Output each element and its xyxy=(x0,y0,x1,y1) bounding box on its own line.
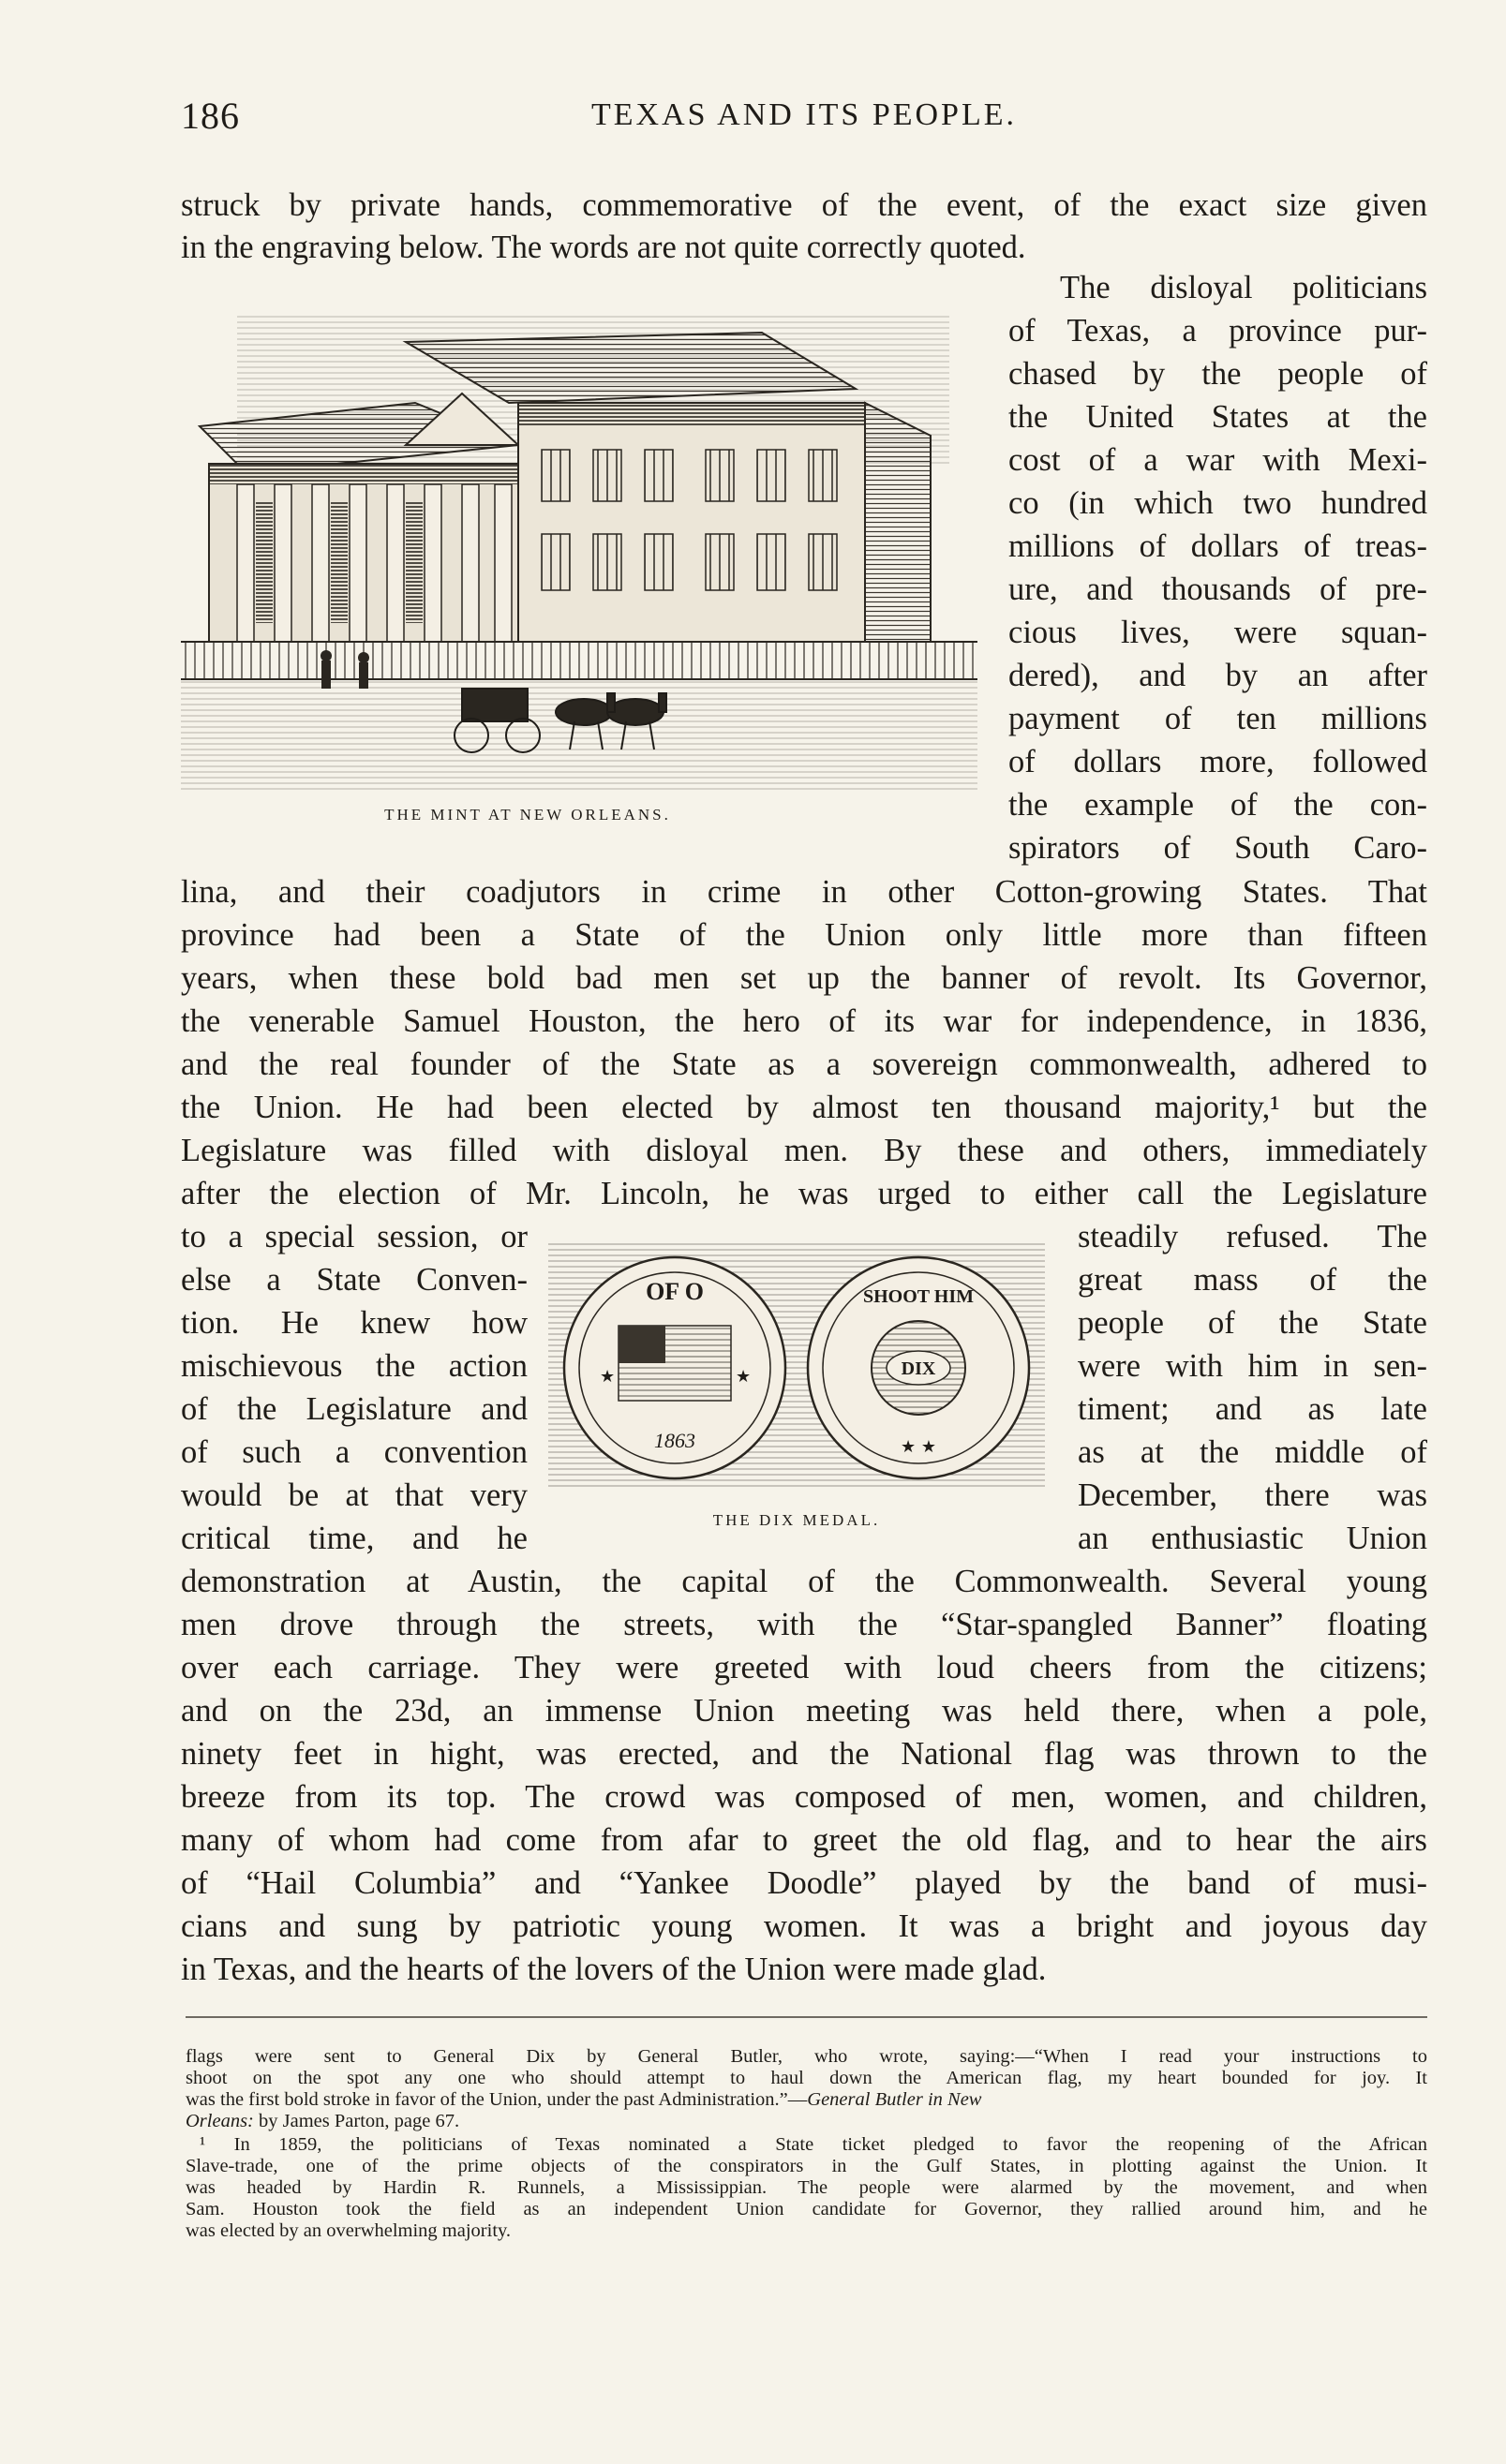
body-line: December, there was xyxy=(1078,1477,1427,1513)
body-line: after the election of Mr. Lincoln, he was urged to either call the Legislature xyxy=(181,1176,1427,1211)
medal-obverse xyxy=(564,1257,785,1478)
body-line: critical time, and he xyxy=(181,1521,528,1556)
body-line: men drove through the streets, with the “Star-spangled Banner” floating xyxy=(181,1607,1427,1642)
body-line: ure, and thousands of pre- xyxy=(1008,571,1427,607)
body-line: people of the State xyxy=(1078,1305,1427,1341)
body-line: of dollars more, followed xyxy=(1008,744,1427,779)
body-line: of such a convention xyxy=(181,1434,528,1470)
footnote-source-italic: Orleans: xyxy=(186,2111,254,2131)
body-line: dered), and by an after xyxy=(1008,658,1427,693)
mint-caption: THE MINT AT NEW ORLEANS. xyxy=(384,806,671,824)
body-line: cost of a war with Mexi- xyxy=(1008,442,1427,478)
body-line: payment of ten millions xyxy=(1008,701,1427,736)
footnote-line: Slave-trade, one of the prime objects of the conspirators in the Gulf States, in plotting against the Union. It xyxy=(186,2156,1427,2176)
body-line: timent; and as late xyxy=(1078,1391,1427,1427)
body-line: province had been a State of the Union only little more than fifteen xyxy=(181,917,1427,953)
running-head: TEXAS AND ITS PEOPLE. xyxy=(590,97,1018,132)
body-line: in Texas, and the hearts of the lovers of the Union were made glad. xyxy=(181,1952,1047,1987)
medal-reverse-center: DIX xyxy=(901,1358,936,1379)
body-line: an enthusiastic Union xyxy=(1078,1521,1427,1556)
svg-text:★: ★ xyxy=(600,1367,616,1387)
dix-medal-illustration xyxy=(544,1241,1050,1494)
svg-text:★: ★ xyxy=(736,1367,752,1387)
body-line: chased by the people of xyxy=(1008,356,1427,392)
body-line: the venerable Samuel Houston, the hero of its war for independence, in 1836, xyxy=(181,1003,1427,1039)
footnote-line: flags were sent to General Dix by General Butler, who wrote, saying:—“When I read your instructions to xyxy=(186,2046,1427,2067)
footnote-line: Sam. Houston took the field as an independent Union candidate for Governor, they rallied around him, and he xyxy=(186,2199,1427,2219)
medal-caption: THE DIX MEDAL. xyxy=(712,1511,881,1529)
mint-engraving xyxy=(181,314,977,824)
footnote-line: shoot on the spot any one who should attempt to haul down the American flag, my heart bounded for joy. It xyxy=(186,2068,1427,2088)
footnote-line: was elected by an overwhelming majority. xyxy=(186,2220,512,2241)
body-line: lina, and their coadjutors in crime in other Cotton-growing States. That xyxy=(181,874,1427,910)
body-line: many of whom had come from afar to greet the old flag, and to hear the airs xyxy=(181,1822,1427,1858)
body-line: of “Hail Columbia” and “Yankee Doodle” played by the band of musi- xyxy=(181,1865,1427,1901)
body-line: were with him in sen- xyxy=(1078,1348,1427,1384)
dix-medal-figure xyxy=(544,1241,1050,1529)
body-line: to a special session, or xyxy=(181,1219,528,1254)
mint-building-illustration xyxy=(181,314,977,801)
footnote-line: was headed by Hardin R. Runnels, a Mississippian. The people were alarmed by the movement, and when xyxy=(186,2177,1427,2198)
page-header xyxy=(181,94,1427,150)
body-line: cious lives, were squan- xyxy=(1008,615,1427,650)
body-line: over each carriage. They were greeted with loud cheers from the citizens; xyxy=(181,1650,1427,1685)
footnote-line xyxy=(186,2089,1427,2111)
footnote-line-text: was the first bold stroke in favor of the Union, under the past Administration.”— xyxy=(186,2089,808,2110)
medal-obverse-year: 1863 xyxy=(654,1429,695,1452)
body-line: tion. He knew how xyxy=(181,1305,528,1341)
body-line: struck by private hands, commemorative of the event, of the exact size given xyxy=(181,187,1427,223)
body-line: mischievous the action xyxy=(181,1348,528,1384)
body-line: breeze from its top. The crowd was composed of men, women, and children, xyxy=(181,1779,1427,1815)
body-line: millions of dollars of treas- xyxy=(1008,528,1427,564)
body-line: The disloyal politicians xyxy=(1060,270,1427,305)
body-line: of the Legislature and xyxy=(181,1391,528,1427)
footnote-line xyxy=(186,2111,1427,2132)
body-line: the example of the con- xyxy=(1008,787,1427,823)
body-line: and on the 23d, an immense Union meeting was held there, when a pole, xyxy=(181,1693,1427,1729)
body-line: ninety feet in hight, was erected, and the National flag was thrown to the xyxy=(181,1736,1427,1772)
body-line: else a State Conven- xyxy=(181,1262,528,1298)
body-line: demonstration at Austin, the capital of the Commonwealth. Several young xyxy=(181,1564,1427,1599)
medal-reverse xyxy=(808,1257,1029,1478)
body-line: the Union. He had been elected by almost ten thousand majority,¹ but the xyxy=(181,1090,1427,1125)
footnote-source-italic: General Butler in New xyxy=(807,2089,982,2110)
body-line: of Texas, a province pur- xyxy=(1008,313,1427,349)
body-line: spirators of South Caro- xyxy=(1008,830,1427,866)
body-line: and the real founder of the State as a sovereign commonwealth, adhered to xyxy=(181,1046,1427,1082)
medal-obverse-top: OF O xyxy=(646,1278,704,1305)
body-line: great mass of the xyxy=(1078,1262,1427,1298)
body-line: the United States at the xyxy=(1008,399,1427,435)
body-line: years, when these bold bad men set up the banner of revolt. Its Governor, xyxy=(181,960,1427,996)
footnote-rule xyxy=(186,2016,1427,2018)
body-line: cians and sung by patriotic young women. It was a bright and joyous day xyxy=(181,1908,1427,1944)
body-line: in the engraving below. The words are not quite correctly quoted. xyxy=(181,230,1026,265)
footnote-line-text: by James Parton, page 67. xyxy=(259,2111,460,2131)
page-number: 186 xyxy=(181,95,240,137)
body-line: co (in which two hundred xyxy=(1008,485,1427,521)
footnote-line: ¹ In 1859, the politicians of Texas nominated a State ticket pledged to favor the reopening of the African xyxy=(200,2134,1427,2155)
body-line: as at the middle of xyxy=(1078,1434,1427,1470)
body-line: Legislature was filled with disloyal men. By these and others, immediately xyxy=(181,1133,1427,1168)
body-line: steadily refused. The xyxy=(1078,1219,1427,1254)
body-line: would be at that very xyxy=(181,1477,528,1513)
svg-text:★ ★: ★ ★ xyxy=(901,1437,936,1457)
medal-reverse-text: SHOOT HIM xyxy=(863,1286,974,1307)
